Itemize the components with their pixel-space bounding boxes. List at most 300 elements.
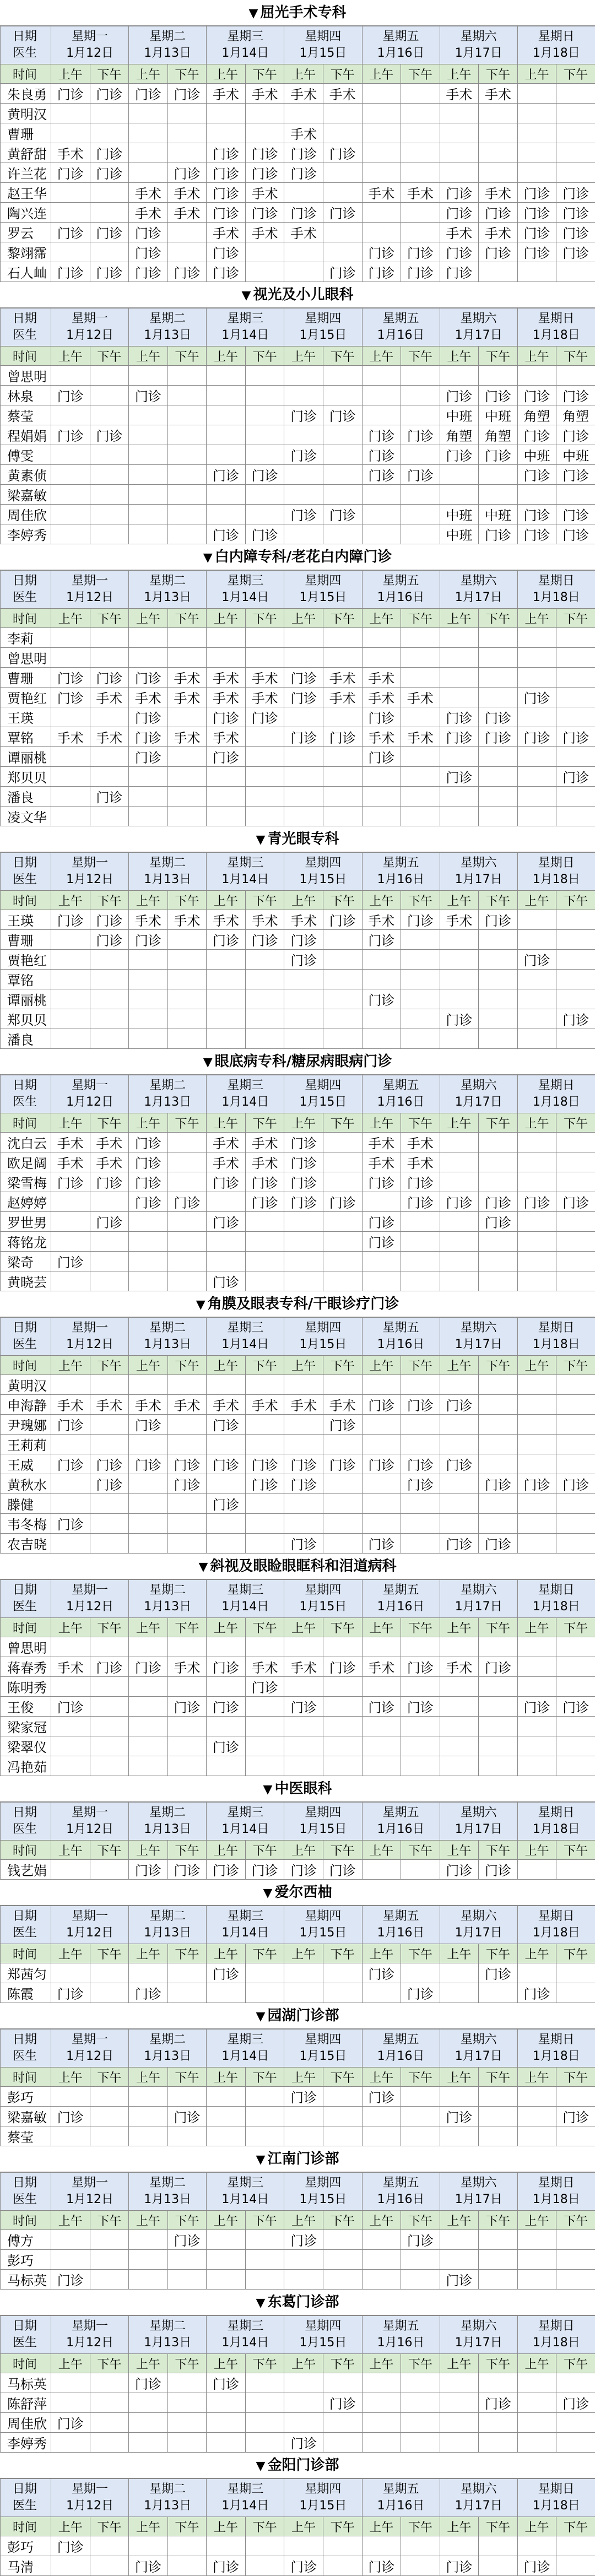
schedule-slot xyxy=(401,524,440,544)
schedule-slot: 门诊 xyxy=(51,1172,90,1192)
schedule-slot: 门诊 xyxy=(284,445,323,465)
date-value: 1月15日 xyxy=(284,2191,361,2208)
schedule-slot xyxy=(167,1534,207,1554)
day-header xyxy=(517,309,595,347)
pm-label: 下午 xyxy=(90,1356,129,1375)
schedule-slot xyxy=(479,262,518,282)
am-label: 上午 xyxy=(362,2211,401,2230)
date-label: 日期 xyxy=(13,1805,51,1821)
schedule-slot: 门诊 xyxy=(90,262,129,282)
schedule-slot: 门诊 xyxy=(207,1736,246,1756)
date-doctor-header xyxy=(1,2316,51,2354)
schedule-slot xyxy=(323,970,362,989)
doctor-name: 覃铭 xyxy=(1,970,51,989)
pm-label: 下午 xyxy=(245,609,284,628)
day-header xyxy=(440,1580,517,1618)
pm-label: 下午 xyxy=(401,1944,440,1963)
doctor-name: 蔡莹 xyxy=(1,405,51,425)
doctor-name: 黎翊霈 xyxy=(1,242,51,262)
date-label: 日期 xyxy=(13,2175,51,2191)
schedule-slot xyxy=(401,807,440,826)
date-value: 1月18日 xyxy=(518,2335,595,2351)
pm-label: 下午 xyxy=(167,1113,207,1133)
schedule-slot: 门诊 xyxy=(284,1133,323,1152)
schedule-slot xyxy=(517,1736,556,1756)
schedule-slot xyxy=(323,787,362,807)
schedule-slot xyxy=(245,386,284,405)
time-header-row xyxy=(1,64,595,84)
schedule-slot xyxy=(284,465,323,485)
doctor-name: 许兰花 xyxy=(1,163,51,183)
schedule-slot xyxy=(245,2556,284,2576)
schedule-slot xyxy=(556,1375,595,1395)
section-title-text: 屈光手术专科 xyxy=(260,4,346,21)
time-label: 时间 xyxy=(1,1618,51,1637)
schedule-slot: 手术 xyxy=(90,1152,129,1172)
doctor-row xyxy=(1,2126,595,2146)
schedule-slot: 门诊 xyxy=(440,1192,479,1212)
date-value: 1月16日 xyxy=(363,45,440,62)
date-doctor-header xyxy=(1,2479,51,2517)
pm-label: 下午 xyxy=(167,2517,207,2536)
am-label: 上午 xyxy=(517,1113,556,1133)
schedule-slot xyxy=(440,970,479,989)
schedule-slot xyxy=(440,1677,479,1697)
schedule-slot xyxy=(479,950,518,970)
schedule-slot xyxy=(323,1435,362,1454)
schedule-slot xyxy=(323,989,362,1009)
schedule-slot xyxy=(323,707,362,727)
schedule-slot xyxy=(207,807,246,826)
schedule-slot xyxy=(284,1677,323,1697)
schedule-slot xyxy=(440,1494,479,1514)
schedule-slot xyxy=(207,787,246,807)
doctor-row xyxy=(1,2433,595,2453)
schedule-slot: 门诊 xyxy=(362,1395,401,1415)
pm-label: 下午 xyxy=(479,2517,518,2536)
schedule-slot xyxy=(167,1963,207,1983)
schedule-slot xyxy=(362,1435,401,1454)
collapse-triangle-icon: ▼ xyxy=(256,2010,266,2023)
schedule-slot xyxy=(207,1192,246,1212)
day-header xyxy=(129,309,207,347)
doctor-label: 医生 xyxy=(13,2498,51,2514)
schedule-slot xyxy=(245,2126,284,2146)
schedule-slot xyxy=(90,1983,129,2003)
schedule-slot: 手术 xyxy=(284,123,323,143)
date-label: 日期 xyxy=(13,1078,51,1094)
schedule-slot: 门诊 xyxy=(129,1172,168,1192)
schedule-slot xyxy=(362,2536,401,2556)
schedule-slot xyxy=(556,2433,595,2453)
schedule-slot xyxy=(440,163,479,183)
schedule-slot xyxy=(90,2250,129,2270)
pm-label: 下午 xyxy=(556,2517,595,2536)
weekday-label: 星期一 xyxy=(51,1908,128,1925)
am-label: 上午 xyxy=(440,1356,479,1375)
am-label: 上午 xyxy=(129,1841,168,1860)
schedule-slot xyxy=(479,2433,518,2453)
schedule-slot xyxy=(245,1009,284,1029)
schedule-slot: 手术 xyxy=(284,223,323,242)
time-label: 时间 xyxy=(1,609,51,628)
schedule-slot: 中班 xyxy=(440,405,479,425)
schedule-slot xyxy=(479,1252,518,1271)
schedule-slot: 门诊 xyxy=(90,84,129,104)
schedule-slot: 门诊 xyxy=(245,1860,284,1880)
schedule-slot xyxy=(517,1860,556,1880)
schedule-slot xyxy=(167,2250,207,2270)
day-header xyxy=(207,1803,284,1841)
schedule-table xyxy=(0,2172,595,2290)
weekday-label: 星期五 xyxy=(363,1805,440,1821)
pm-label: 下午 xyxy=(167,891,207,910)
collapse-triangle-icon: ▼ xyxy=(256,2153,266,2167)
date-value: 1月18日 xyxy=(518,2191,595,2208)
schedule-slot xyxy=(401,1029,440,1049)
schedule-slot xyxy=(401,405,440,425)
schedule-slot xyxy=(401,2250,440,2270)
schedule-slot: 门诊 xyxy=(284,2230,323,2250)
schedule-slot xyxy=(207,648,246,668)
weekday-label: 星期三 xyxy=(207,855,284,872)
doctor-name: 黄明汉 xyxy=(1,104,51,123)
doctor-row xyxy=(1,2087,595,2107)
collapse-triangle-icon: ▼ xyxy=(203,1056,213,1069)
date-value: 1月14日 xyxy=(207,2191,284,2208)
am-label: 上午 xyxy=(517,609,556,628)
schedule-slot xyxy=(284,1375,323,1395)
schedule-slot: 门诊 xyxy=(556,183,595,203)
schedule-slot xyxy=(401,2107,440,2126)
doctor-row xyxy=(1,807,595,826)
schedule-slot xyxy=(479,1637,518,1657)
schedule-slot xyxy=(207,970,246,989)
date-label: 日期 xyxy=(13,1582,51,1599)
schedule-slot xyxy=(90,1514,129,1534)
schedule-slot xyxy=(517,1395,556,1415)
weekday-label: 星期日 xyxy=(518,1078,595,1094)
day-header xyxy=(284,1803,362,1841)
date-label: 日期 xyxy=(13,29,51,45)
schedule-slot xyxy=(362,1677,401,1697)
pm-label: 下午 xyxy=(556,1944,595,1963)
date-value: 1月13日 xyxy=(129,1094,206,1111)
am-label: 上午 xyxy=(440,891,479,910)
schedule-slot xyxy=(362,104,401,123)
day-header xyxy=(362,1906,440,1944)
doctor-name: 覃铭 xyxy=(1,727,51,747)
date-value: 1月16日 xyxy=(363,2498,440,2514)
date-value: 1月12日 xyxy=(51,45,128,62)
schedule-slot xyxy=(167,787,207,807)
schedule-slot: 门诊 xyxy=(401,1983,440,2003)
date-value: 1月17日 xyxy=(440,45,517,62)
schedule-slot xyxy=(362,1756,401,1776)
schedule-slot xyxy=(323,1271,362,1291)
schedule-slot: 门诊 xyxy=(284,1192,323,1212)
schedule-slot xyxy=(479,485,518,505)
schedule-slot: 门诊 xyxy=(556,2393,595,2413)
schedule-slot: 门诊 xyxy=(167,1697,207,1717)
schedule-slot xyxy=(129,123,168,143)
schedule-slot xyxy=(51,524,90,544)
date-value: 1月17日 xyxy=(440,589,517,606)
weekday-label: 星期一 xyxy=(51,2318,128,2335)
schedule-slot: 门诊 xyxy=(479,2393,518,2413)
schedule-slot: 手术 xyxy=(167,688,207,707)
pm-label: 下午 xyxy=(479,1356,518,1375)
schedule-slot xyxy=(245,2536,284,2556)
am-label: 上午 xyxy=(440,2211,479,2230)
schedule-slot: 门诊 xyxy=(51,1415,90,1435)
schedule-slot xyxy=(323,1514,362,1534)
schedule-slot: 门诊 xyxy=(207,1657,246,1677)
schedule-slot xyxy=(245,747,284,767)
schedule-slot xyxy=(51,1860,90,1880)
schedule-slot: 手术 xyxy=(245,1133,284,1152)
day-header xyxy=(207,1580,284,1618)
date-label: 日期 xyxy=(13,2318,51,2335)
day-header xyxy=(440,26,517,64)
schedule-slot xyxy=(245,787,284,807)
date-value: 1月18日 xyxy=(518,1925,595,1941)
schedule-slot xyxy=(556,930,595,950)
schedule-slot xyxy=(479,2107,518,2126)
time-label: 时间 xyxy=(1,2354,51,2373)
schedule-slot xyxy=(479,747,518,767)
schedule-slot xyxy=(245,242,284,262)
schedule-slot xyxy=(51,2087,90,2107)
schedule-slot: 门诊 xyxy=(362,465,401,485)
schedule-slot xyxy=(401,1435,440,1454)
schedule-slot xyxy=(207,505,246,524)
am-label: 上午 xyxy=(517,1356,556,1375)
weekday-label: 星期五 xyxy=(363,1582,440,1599)
schedule-slot xyxy=(51,628,90,648)
schedule-table xyxy=(0,570,595,826)
schedule-slot: 门诊 xyxy=(401,465,440,485)
schedule-table xyxy=(0,26,595,282)
schedule-slot xyxy=(479,648,518,668)
schedule-slot: 门诊 xyxy=(362,989,401,1009)
day-header xyxy=(129,1580,207,1618)
schedule-slot xyxy=(284,1494,323,1514)
am-label: 上午 xyxy=(284,2068,323,2087)
day-header xyxy=(129,853,207,891)
schedule-table xyxy=(0,1317,595,1554)
doctor-row xyxy=(1,727,595,747)
schedule-slot: 门诊 xyxy=(245,143,284,163)
pm-label: 下午 xyxy=(90,347,129,366)
day-header xyxy=(517,853,595,891)
schedule-slot xyxy=(440,1514,479,1534)
schedule-slot xyxy=(129,143,168,163)
schedule-slot xyxy=(323,242,362,262)
day-header xyxy=(284,853,362,891)
schedule-slot xyxy=(517,2270,556,2290)
am-label: 上午 xyxy=(207,2354,246,2373)
time-header-row xyxy=(1,2517,595,2536)
schedule-slot xyxy=(556,989,595,1009)
pm-label: 下午 xyxy=(90,891,129,910)
pm-label: 下午 xyxy=(401,2517,440,2536)
schedule-slot xyxy=(362,2433,401,2453)
schedule-slot xyxy=(440,1133,479,1152)
schedule-slot xyxy=(556,747,595,767)
schedule-slot xyxy=(284,2393,323,2413)
schedule-slot: 门诊 xyxy=(207,262,246,282)
doctor-row xyxy=(1,1534,595,1554)
pm-label: 下午 xyxy=(245,64,284,84)
schedule-slot: 门诊 xyxy=(440,445,479,465)
schedule-slot xyxy=(90,445,129,465)
doctor-row xyxy=(1,223,595,242)
schedule-slot xyxy=(517,1963,556,1983)
schedule-slot xyxy=(479,989,518,1009)
schedule-slot xyxy=(517,1756,556,1776)
schedule-slot xyxy=(556,648,595,668)
schedule-slot xyxy=(129,2536,168,2556)
schedule-slot xyxy=(440,1029,479,1049)
schedule-slot xyxy=(440,1232,479,1252)
pm-label: 下午 xyxy=(556,1356,595,1375)
schedule-slot xyxy=(129,2393,168,2413)
schedule-slot: 手术 xyxy=(362,727,401,747)
am-label: 上午 xyxy=(129,1618,168,1637)
doctor-name: 马标英 xyxy=(1,2270,51,2290)
day-header xyxy=(362,853,440,891)
schedule-slot xyxy=(440,2373,479,2393)
date-value: 1月15日 xyxy=(284,327,361,344)
collapse-triangle-icon: ▼ xyxy=(256,833,266,847)
doctor-row xyxy=(1,445,595,465)
schedule-slot xyxy=(479,1514,518,1534)
doctor-row xyxy=(1,1252,595,1271)
schedule-slot: 门诊 xyxy=(362,747,401,767)
schedule-slot: 门诊 xyxy=(362,2087,401,2107)
schedule-slot xyxy=(362,366,401,386)
day-header-row xyxy=(1,2030,595,2068)
day-header xyxy=(51,26,129,64)
schedule-slot: 门诊 xyxy=(284,405,323,425)
schedule-slot xyxy=(245,505,284,524)
weekday-label: 星期一 xyxy=(51,1078,128,1094)
schedule-slot xyxy=(90,1697,129,1717)
schedule-slot xyxy=(207,1983,246,2003)
day-header xyxy=(129,2316,207,2354)
schedule-slot xyxy=(245,405,284,425)
schedule-slot xyxy=(517,2433,556,2453)
date-value: 1月18日 xyxy=(518,589,595,606)
doctor-name: 林泉 xyxy=(1,386,51,405)
date-value: 1月13日 xyxy=(129,589,206,606)
schedule-slot: 手术 xyxy=(167,1395,207,1415)
schedule-slot xyxy=(167,707,207,727)
schedule-slot xyxy=(90,1232,129,1252)
schedule-slot xyxy=(51,767,90,787)
am-label: 上午 xyxy=(362,2354,401,2373)
pm-label: 下午 xyxy=(323,1113,362,1133)
schedule-slot xyxy=(401,747,440,767)
schedule-slot xyxy=(517,1375,556,1395)
schedule-slot: 手术 xyxy=(440,1657,479,1677)
am-label: 上午 xyxy=(362,609,401,628)
schedule-slot xyxy=(129,1736,168,1756)
schedule-slot xyxy=(245,445,284,465)
weekday-label: 星期五 xyxy=(363,1908,440,1925)
am-label: 上午 xyxy=(51,64,90,84)
section-title xyxy=(0,2290,595,2315)
schedule-slot: 门诊 xyxy=(207,930,246,950)
schedule-slot xyxy=(440,1375,479,1395)
day-header xyxy=(517,26,595,64)
doctor-name: 黄秋水 xyxy=(1,1474,51,1494)
schedule-slot: 门诊 xyxy=(51,2270,90,2290)
schedule-slot xyxy=(517,1717,556,1736)
schedule-slot xyxy=(401,989,440,1009)
section-title xyxy=(0,282,595,308)
schedule-slot xyxy=(362,1415,401,1435)
date-value: 1月12日 xyxy=(51,2335,128,2351)
schedule-slot: 手术 xyxy=(245,1657,284,1677)
weekday-label: 星期三 xyxy=(207,2175,284,2191)
schedule-slot xyxy=(245,2413,284,2433)
doctor-name: 陈舒萍 xyxy=(1,2393,51,2413)
schedule-slot xyxy=(401,2413,440,2433)
schedule-slot xyxy=(167,1212,207,1232)
doctor-name: 周佳欣 xyxy=(1,505,51,524)
doctor-row xyxy=(1,2413,595,2433)
schedule-slot xyxy=(556,1252,595,1271)
schedule-slot xyxy=(90,648,129,668)
schedule-slot: 手术 xyxy=(245,223,284,242)
schedule-slot: 门诊 xyxy=(51,910,90,930)
pm-label: 下午 xyxy=(479,1841,518,1860)
schedule-slot xyxy=(401,1212,440,1232)
date-value: 1月13日 xyxy=(129,1821,206,1838)
schedule-slot xyxy=(479,2126,518,2146)
schedule-slot xyxy=(167,1514,207,1534)
schedule-slot: 手术 xyxy=(90,688,129,707)
schedule-slot: 门诊 xyxy=(51,386,90,405)
schedule-slot: 门诊 xyxy=(129,1983,168,2003)
schedule-slot xyxy=(167,1494,207,1514)
schedule-slot: 门诊 xyxy=(556,242,595,262)
day-header xyxy=(362,26,440,64)
pm-label: 下午 xyxy=(401,1841,440,1860)
schedule-slot xyxy=(556,2087,595,2107)
section-title-text: 园湖门诊部 xyxy=(267,2007,339,2024)
pm-label: 下午 xyxy=(479,609,518,628)
schedule-slot xyxy=(167,366,207,386)
pm-label: 下午 xyxy=(401,1356,440,1375)
date-value: 1月14日 xyxy=(207,1336,284,1353)
day-header xyxy=(440,2030,517,2068)
schedule-slot xyxy=(207,1435,246,1454)
schedule-slot: 门诊 xyxy=(479,445,518,465)
day-header-row xyxy=(1,1803,595,1841)
schedule-slot: 门诊 xyxy=(323,910,362,930)
schedule-slot xyxy=(401,1637,440,1657)
schedule-slot xyxy=(479,1375,518,1395)
section-title-text: 白内障专科/老花白内障门诊 xyxy=(215,549,392,565)
schedule-slot xyxy=(167,989,207,1009)
doctor-row xyxy=(1,1677,595,1697)
schedule-slot: 手术 xyxy=(90,1395,129,1415)
schedule-slot xyxy=(401,1717,440,1736)
schedule-slot xyxy=(556,1212,595,1232)
